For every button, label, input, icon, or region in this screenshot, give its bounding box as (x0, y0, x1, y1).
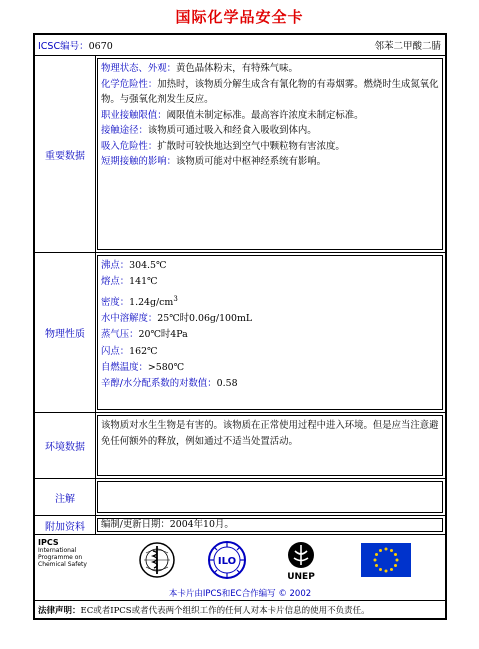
legal-statement: 法律声明：EC或者IPCS或者代表两个组织工作的任何人对本卡片信息的使用不负责任。 (38, 606, 370, 616)
environment-content: 该物质对水生生物是有害的。该物质在正常使用过程中进入环境。但是应当注意避免任何额外的释放，例如通过不适当处置活动。 (97, 415, 443, 476)
property-line: 水中溶解度：25℃时0.06g/100mL (101, 313, 253, 325)
header-row (35, 35, 445, 56)
unep-emblem-icon (283, 539, 319, 581)
property-line: 密度：$1.24g/cm^3$ (101, 294, 178, 308)
info-line: 短期接触的影响：该物质可能对中枢神经系统有影响。 (101, 156, 327, 167)
notes-row (35, 479, 445, 516)
notes-label: 注解 (35, 479, 96, 515)
who-emblem-icon (138, 541, 176, 579)
environment-label: 环境数据 (35, 413, 96, 478)
ilo-emblem-icon (207, 540, 247, 580)
info-line: 物理状态、外观：黄色晶体粉末，有特殊气味。 (101, 63, 298, 74)
physical-properties-label: 物理性质 (35, 253, 96, 412)
physical-properties-row (35, 253, 445, 413)
card-title: 国际化学品安全卡 (175, 8, 304, 26)
property-line: 熔点：141℃ (101, 276, 158, 288)
ipcs-logo: IPCS International Programme on Chemical Safety (38, 538, 87, 568)
important-data-label: 重要数据 (35, 56, 96, 252)
info-line: 接触途径：该物质可通过吸入和经食入吸收到体内。 (101, 125, 317, 136)
notes-content (97, 481, 443, 513)
logo-strip (35, 535, 445, 583)
environment-row (35, 413, 445, 479)
chemical-name: 邻苯二甲酸二腈 (374, 41, 441, 52)
footer-row (35, 535, 445, 601)
icsc-id: ICSC编号：0670 (38, 41, 113, 52)
property-line: 闪点：162℃ (101, 345, 158, 357)
important-data-row (35, 56, 445, 253)
eu-flag-icon (361, 543, 411, 577)
property-line: 自燃温度：>580℃ (101, 361, 185, 373)
info-line: 化学危险性：加热时，该物质分解生成含有氰化物的有毒烟雾。燃烧时生成氮氧化物。与强氧化剂发生反应。 (101, 78, 439, 105)
legal-row (35, 601, 445, 618)
physical-properties-content (97, 255, 443, 410)
additional-info-row (35, 516, 445, 535)
additional-info-content: 编制/更新日期：2004年10月。 (97, 518, 443, 532)
info-line: 职业接触限值：阈限值未制定标准。最高容许浓度未制定标准。 (101, 109, 364, 121)
info-line: 吸入危险性：扩散时可较快地达到空气中颗粒物有害浓度。 (101, 140, 345, 152)
property-line: 辛醇/水分配系数的对数值：0.58 (101, 378, 238, 390)
property-line: 沸点：304.5℃ (101, 260, 167, 271)
icsc-number: 0670 (88, 41, 113, 52)
credit-line: 本卡片由IPCS和EC合作编写 © 2002 (168, 589, 312, 599)
important-data-content (97, 58, 443, 250)
additional-info-label: 附加资料 (35, 516, 96, 534)
svg-text:ILO: ILO (217, 556, 237, 567)
property-line: 蒸气压：20℃时4Pa (101, 329, 188, 341)
svg-text:UNEP: UNEP (287, 572, 315, 581)
safety-card (33, 33, 447, 620)
